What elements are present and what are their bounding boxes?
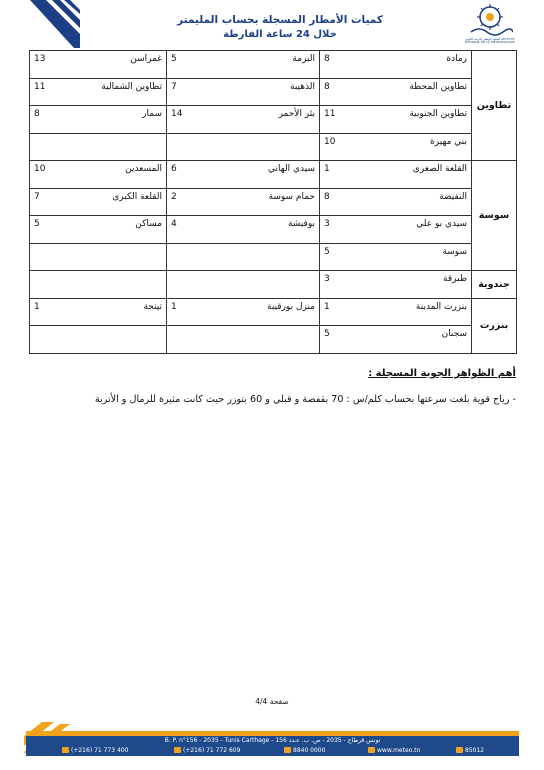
station-name: سيدي الهاني	[225, 161, 320, 189]
corner-stripes-decoration	[0, 0, 80, 48]
region-name: جندوبة	[472, 271, 517, 299]
footer-address: B. P. n°156 - 2035 - Tunis Carthage - تونس قرطاج - 2035 - ص. ب. عـدد 156	[164, 737, 381, 744]
rain-value: 8	[320, 51, 377, 79]
rain-value: 5	[167, 51, 225, 79]
station-name: غمراسن	[72, 51, 167, 79]
station-name: القلعة الكبرى	[72, 188, 167, 216]
website-link[interactable]: www.meteo.tn	[377, 747, 421, 754]
station-name: سجنان	[377, 326, 472, 354]
mailbox-icon	[456, 747, 463, 753]
rain-value: 7	[30, 188, 72, 216]
rain-value	[167, 271, 225, 299]
station-name: تطاوين الجنوبية	[377, 106, 472, 134]
table-row	[30, 216, 517, 244]
footer-contacts	[26, 746, 519, 756]
table-row	[30, 51, 517, 79]
phone-icon	[62, 747, 69, 753]
rain-value: 10	[320, 133, 377, 161]
station-name	[72, 271, 167, 299]
code-item: 85012	[456, 746, 484, 756]
station-name: تطاوين المحطة	[377, 78, 472, 106]
table-row	[30, 161, 517, 189]
rain-value: 11	[320, 106, 377, 134]
table-row	[30, 133, 517, 161]
station-name	[225, 326, 320, 354]
rain-value: 3	[320, 271, 377, 299]
footer-contact-bar	[26, 736, 519, 756]
rain-value: 3	[320, 216, 377, 244]
rain-value: 13	[30, 51, 72, 79]
station-name: طبرقة	[377, 271, 472, 299]
rain-value	[167, 133, 225, 161]
station-name	[225, 133, 320, 161]
station-name: بني مهيرة	[377, 133, 472, 161]
rain-value: 14	[167, 106, 225, 134]
rain-value: 7	[167, 78, 225, 106]
station-name	[225, 271, 320, 299]
rain-value	[167, 243, 225, 271]
rain-value: 6	[167, 161, 225, 189]
station-name	[225, 243, 320, 271]
station-name: النفيضة	[377, 188, 472, 216]
station-name: سمار	[72, 106, 167, 134]
phone-item-2: (+216) 71 772 609	[174, 746, 240, 756]
rain-value: 10	[30, 161, 72, 189]
station-name: بنزرت المدينة	[377, 298, 472, 326]
phone-icon	[284, 747, 291, 753]
rain-value: 2	[167, 188, 225, 216]
station-name: رمادة	[377, 51, 472, 79]
phenomena-heading: أهم الظواهر الجوية المسجلة :	[368, 368, 516, 379]
phone-item-1: (+216) 71 773 400	[62, 746, 128, 756]
rain-value: 8	[320, 188, 377, 216]
rain-value: 1	[167, 298, 225, 326]
rain-value: 8	[30, 106, 72, 134]
phenomena-text: - رياح قوية بلغت سرعتها بحساب كلم/س : 70 بقفصة و قبلي و 60 بتوزر حيث كانت مثيرة للرمال و الأتربة	[94, 394, 516, 405]
station-name: مساكن	[72, 216, 167, 244]
station-name	[72, 243, 167, 271]
table-row	[30, 106, 517, 134]
page-title: كميات الأمطار المسجلة بحساب المليمتر	[177, 14, 383, 26]
rain-value: 5	[320, 243, 377, 271]
page-number: صفحة 4/4	[255, 697, 289, 706]
rain-value: 5	[30, 216, 72, 244]
website-item	[368, 746, 420, 756]
station-name: سيدي بو علي	[377, 216, 472, 244]
rain-value: 5	[320, 326, 377, 354]
rainfall-table	[29, 50, 517, 354]
station-name: تينجة	[72, 298, 167, 326]
table-row	[30, 298, 517, 326]
region-name: بنزرت	[472, 298, 517, 353]
logo-caption: المعهد الوطني للرصد الجوي INSTITUT NATIONAL DE LA METEOROLOGIE	[464, 37, 516, 45]
station-name	[72, 326, 167, 354]
table-row	[30, 243, 517, 271]
station-name: الذهيبة	[225, 78, 320, 106]
station-name: سوسة	[377, 243, 472, 271]
table-row	[30, 188, 517, 216]
rain-value	[30, 326, 72, 354]
rainfall-table-body	[30, 51, 517, 354]
station-name: تطاوين الشمالية	[72, 78, 167, 106]
page-header	[0, 0, 544, 52]
rain-value: 8	[320, 78, 377, 106]
region-name: تطاوين	[472, 51, 517, 161]
rain-value: 11	[30, 78, 72, 106]
table-row	[30, 326, 517, 354]
rain-value	[30, 133, 72, 161]
station-name: بوفيشة	[225, 216, 320, 244]
rain-value	[30, 271, 72, 299]
rain-value: 1	[320, 161, 377, 189]
rain-value	[167, 326, 225, 354]
station-name: القلعة الصغرى	[377, 161, 472, 189]
page-subtitle: خلال 24 ساعة الفارطة	[223, 29, 337, 40]
station-name: البرمة	[225, 51, 320, 79]
station-name: حمام سوسة	[225, 188, 320, 216]
table-row	[30, 78, 517, 106]
station-name: بئر الأحمر	[225, 106, 320, 134]
globe-icon	[368, 747, 375, 753]
station-name: المسعدين	[72, 161, 167, 189]
fax-icon	[174, 747, 181, 753]
station-name: منزل بورقيبة	[225, 298, 320, 326]
rain-value: 1	[30, 298, 72, 326]
phone-item-3: 8840 0000	[284, 746, 325, 756]
rain-value: 1	[320, 298, 377, 326]
station-name	[72, 133, 167, 161]
region-name: سوسة	[472, 161, 517, 271]
rain-value: 4	[167, 216, 225, 244]
table-row	[30, 271, 517, 299]
rain-value	[30, 243, 72, 271]
